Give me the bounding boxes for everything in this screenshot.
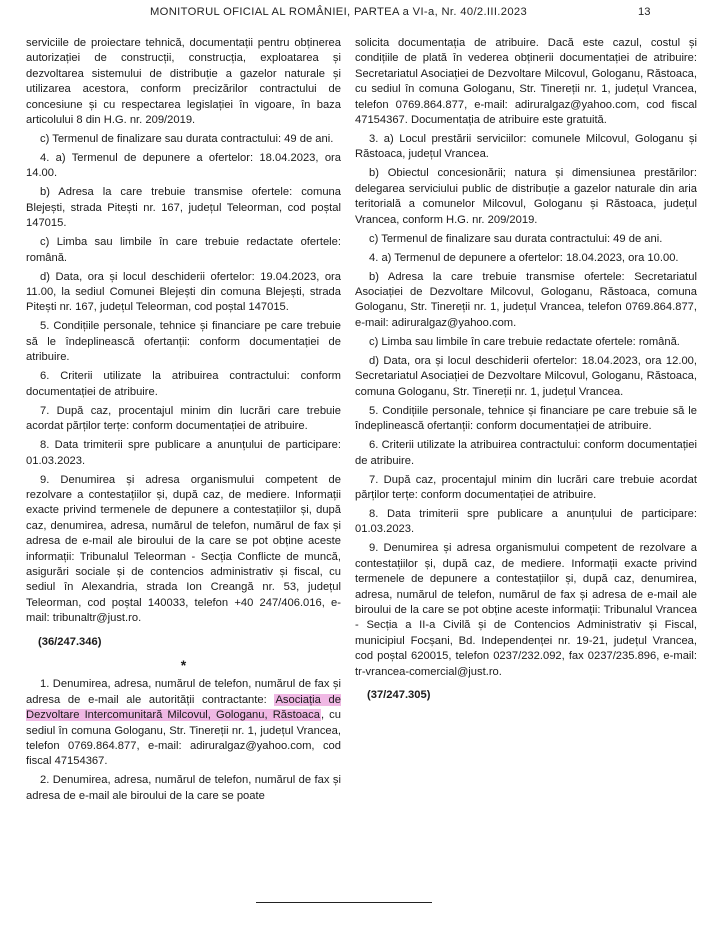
paragraph: 7. După caz, procentajul minim din lucrări care trebuie acordat părților terțe: conform documentației de atribuire. — [355, 473, 697, 501]
paragraph: 6. Criterii utilizate la atribuirea contractului: conform documentației de atribuire. — [355, 439, 697, 467]
paragraph: c) Termenul de finalizare sau durata contractului: 49 de ani. — [40, 133, 334, 146]
publication-title: MONITORUL OFICIAL AL ROMÂNIEI, PARTEA a VI-a, Nr. 40/2.III.2023 — [150, 6, 528, 18]
end-rule — [256, 902, 432, 903]
paragraph-text: , cu sediul în comuna Gologanu, Str. Tinereții nr. 1, județul Vrancea, telefon 0769.864.877, e-mail: adiruralgaz@yahoo.com, cod fiscal 47154367. — [26, 709, 341, 768]
announcement-reference: (37/247.305) — [367, 688, 431, 701]
page-header — [0, 4, 724, 24]
paragraph: d) Data, ora și locul deschiderii ofertelor: 19.04.2023, ora 11.00, la sediul Comunei Blejești din comuna Blejești, strada Pitești nr. 167, județul Teleorman, cod poștal 147015. — [26, 270, 341, 314]
left-column — [26, 36, 341, 808]
paragraph: 8. Data trimiterii spre publicare a anunțului de participare: 01.03.2023. — [355, 507, 697, 536]
right-column — [355, 36, 697, 707]
paragraph: 5. Condițiile personale, tehnice și financiare pe care trebuie să le îndeplinească ofertanții: conform documentației de atribuire. — [26, 320, 341, 364]
paragraph: 9. Denumirea și adresa organismului competent de rezolvare a contestațiilor și, după caz, de mediere. Informații exacte privind termenele de depunere a contestațiilor și, după caz, denumirea, adresa, numărul de telefon, numărul de fax și adresa de e-mail ale biroului de la care se pot obține aceste informații: Tribunalul Teleorman - Secția Conflicte de muncă, asigurări sociale și de contencios administrativ și fiscal, cu sediul în Alexandria, strada Ion Creangă nr. 53, județul Teleorman, cod poștal 140033, telefon +40 247/406.016, e-mail: tribunaltr@just.ro. — [26, 473, 341, 625]
paragraph: c) Limba sau limbile în care trebuie redactate ofertele: română. — [369, 335, 680, 348]
paragraph: b) Adresa la care trebuie transmise ofertele: comuna Blejești, strada Pitești nr. 167, județul Teleorman, cod poștal 147015. — [26, 186, 341, 230]
paragraph: 2. Denumirea, adresa, numărul de telefon, numărul de fax și adresa de e-mail ale biroului de la care se poate — [26, 774, 341, 802]
paragraph: b) Obiectul concesionării; natura și dimensiunea prestărilor: delegarea serviciului public de distribuție a gazelor naturale din aria teritorială a comunelor Milcovul, Gologanu și Răstoaca, județul Vrancea, conform H.G. nr. 209/2019. — [355, 167, 697, 226]
paragraph: 4. a) Termenul de depunere a ofertelor: 18.04.2023, ora 10.00. — [369, 251, 679, 264]
highlighted-text: Asociația de Dezvoltare Intercomunitară Milcovul, Gologanu, Răstoaca — [26, 693, 341, 722]
paragraph: 4. a) Termenul de depunere a ofertelor: 18.04.2023, ora 14.00. — [26, 152, 341, 180]
paragraph: c) Limba sau limbile în care trebuie redactate ofertele: română. — [26, 236, 341, 264]
paragraph: 3. a) Locul prestării serviciilor: comunele Milcovul, Gologanu și Răstoaca, județul Vrancea. — [355, 133, 697, 161]
paragraph: c) Termenul de finalizare sau durata contractului: 49 de ani. — [369, 232, 663, 245]
paragraph: b) Adresa la care trebuie transmise ofertele: Secretariatul Asociației de Dezvoltare Milcovul, Gologanu, Răstoaca, comuna Gologanu, Str. Tinereții nr. 1, județul Vrancea, telefon 0769.864.877, e-mail: adiruralgaz@yahoo.com. — [355, 270, 697, 329]
paragraph: 6. Criterii utilizate la atribuirea contractului: conform documentației de atribuire. — [26, 370, 341, 398]
paragraph: 9. Denumirea și adresa organismului competent de rezolvare a contestațiilor și, după caz, de mediere. Informații exacte privind termenele de depunere a contestațiilor și, după caz, denumirea, adresa, numărul de telefon, numărul de fax și adresa de e-mail ale biroului de la care se pot obține aceste informații: Tribunalul Vrancea - Secția a II-a Civilă și de Contencios Administrativ și Fiscal, municipiul Focșani, Bd. Independenței nr. 19-21, județul Vrancea, cod poștal 620015, telefon 0237/232.092, fax 0237/235.896, e-mail: tr-vrancea-comercial@just.ro. — [355, 542, 697, 678]
section-separator-star: * — [180, 656, 187, 673]
paragraph: solicita documentația de atribuire. Dacă este cazul, costul și condițiile de plată în vederea obținerii documentației de atribuire: Secretariatul Asociației de Dezvoltare Milcovul, Gologanu, Răstoaca, cu sediul în comuna Gologanu, Str. Tinereții nr. 1, județul Vrancea, telefon 0769.864.877, e-mail: adiruralgaz@yahoo.com, cod fiscal 47154367. Documentația de atribuire este gratuită. — [355, 37, 697, 127]
paragraph: 8. Data trimiterii spre publicare a anunțului de participare: 01.03.2023. — [26, 439, 341, 467]
paragraph-text: 1. Denumirea, adresa, numărul de telefon, numărul de fax și adresa de e-mail ale autorității contractante: — [26, 678, 341, 706]
page-number: 13 — [638, 6, 651, 18]
paragraph: d) Data, ora și locul deschiderii ofertelor: 18.04.2023, ora 12.00, Secretariatul Asociației de Dezvoltare Milcovul, Gologanu, Răstoaca, comuna Gologanu, Str. Tinereții nr. 1, județul Vrancea. — [355, 354, 697, 398]
paragraph: 7. După caz, procentajul minim din lucrări care trebuie acordat părților terțe: conform documentației de atribuire. — [26, 404, 341, 433]
paragraph: 5. Condițiile personale, tehnice și financiare pe care trebuie să le îndeplinească ofertanții: conform documentației de atribuire. — [355, 404, 697, 433]
announcement-reference: (36/247.346) — [38, 635, 102, 648]
paragraph: serviciile de proiectare tehnică, documentații pentru obținerea autorizației de construcții, construcția, exploatarea și dezvoltarea sistemului de distribuție a gazelor naturale și utilizarea acestora, conform precizărilor contractului de concesiune și cu respectarea legislației în vigoare, în baza articolului 8 din H.G. nr. 209/2019. — [26, 37, 341, 127]
paragraph-with-highlight — [26, 677, 341, 769]
